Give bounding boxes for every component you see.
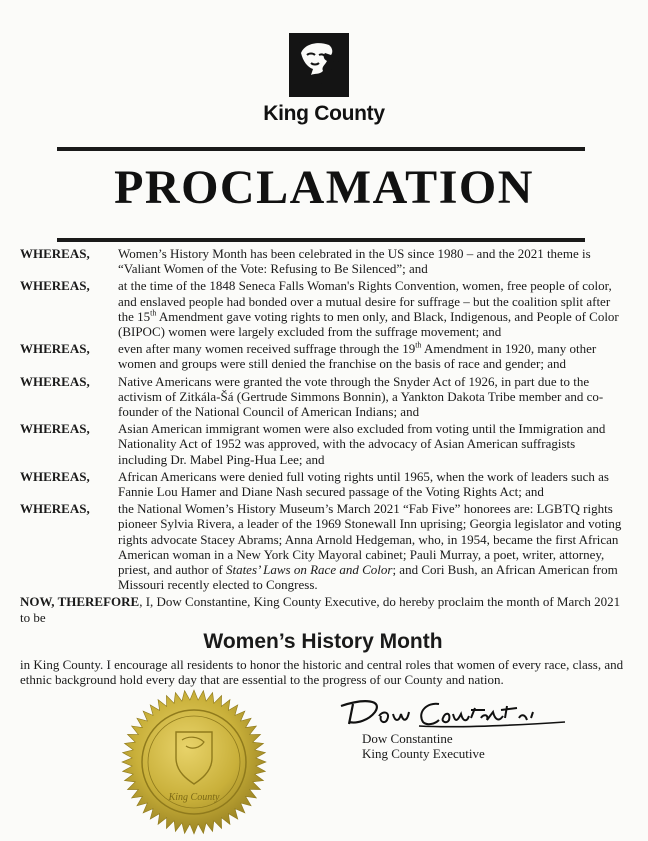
- closing-statement: in King County. I encourage all residents to honor the historic and central roles that women of every race, class, and ethnic background hold every day that are essential to the progress of our County and nation.: [20, 656, 624, 688]
- signatory-title: King County Executive: [362, 746, 485, 761]
- now-therefore-clause: [20, 594, 626, 624]
- whereas-text: Native Americans were granted the vote through the Snyder Act of 1926, in part due to the activism of Zitkála-Šá (Gertrude Simmons Bonnin), a Yankton Dakota Tribe member and co-founder of the National Council of American Indians; and: [118, 373, 604, 420]
- book-title: States’ Laws on Race and Color: [225, 562, 393, 578]
- whereas-text: African Americans were denied full voting rights until 1965, when the work of leaders such as Fannie Lou Hamer and Diane Nash secured passage of the Voting Rights Act; and: [118, 468, 609, 500]
- whereas-clause-2: [20, 278, 626, 339]
- now-therefore-text: , I, Dow Constantine, King County Executive, do hereby proclaim the month of March 2021 to be: [20, 594, 621, 625]
- gold-seal: [120, 688, 268, 836]
- king-county-logo: [289, 33, 349, 97]
- whereas-label: WHEREAS,: [20, 421, 90, 437]
- proclamation-body: [20, 246, 626, 687]
- whereas-clause-4: [20, 374, 626, 420]
- ordinal-suffix: th: [150, 308, 157, 318]
- ordinal-suffix: th: [415, 340, 422, 350]
- whereas-text: even after many women received suffrage through the 19: [118, 341, 416, 357]
- title-rule-bottom: [57, 238, 585, 242]
- whereas-text: Women’s History Month has been celebrated in the US since 1980 – and the 2021 theme is “Valiant Women of the Vote: Refusing to Be Silenced”; and: [118, 246, 591, 277]
- whereas-text: the National Women’s History Museum’s March 2021 “Fab Five” honorees are: LGBTQ rights pioneer Sylvia Rivera, a leader of the 1969 Stonewall Inn uprising; Georgia legislator and voting rights advocate Stacey Abrams; Anna Arnold Hedgeman, who, in 1954, became the first African American woman in a New York City Mayoral cabinet; Pauli Murray, a poet, writer, attorney, priest, and author of: [118, 501, 622, 578]
- proclaimed-month-title: Women’s History Month: [203, 629, 443, 653]
- whereas-clause-6: [20, 469, 626, 499]
- whereas-text: at the time of the 1848 Seneca Falls Woman's Rights Convention, women, free people of color, and enslaved people had bonded over a mutual desire for suffrage – but the coalition split after the 15: [118, 278, 612, 324]
- seal-icon: [120, 688, 268, 836]
- whereas-text: Asian American immigrant women were also excluded from voting until the Immigration and Nationality Act of 1952 was approved, with the advocacy of Asian American suffragists including Dr. Mabel Ping-Hua Lee; and: [118, 421, 606, 467]
- title-rule-top: [57, 147, 585, 151]
- whereas-label: WHEREAS,: [20, 278, 90, 294]
- now-therefore-label: NOW, THEREFORE: [20, 594, 140, 610]
- whereas-clause-1: [20, 246, 626, 276]
- whereas-clause-5: [20, 421, 626, 467]
- seal-starburst-edge: [122, 690, 266, 834]
- signatory-name: Dow Constantine: [362, 731, 453, 746]
- whereas-text-cont: Amendment gave voting rights to men only, and Black, Indigenous, and People of Color (BIPOC) women were largely excluded from the suffrage movement; and: [118, 308, 619, 340]
- whereas-label: WHEREAS,: [20, 468, 90, 484]
- seal-text: King County: [168, 792, 220, 803]
- whereas-label: WHEREAS,: [20, 341, 90, 357]
- handwritten-signature: [335, 692, 575, 732]
- signatory: [362, 731, 485, 761]
- whereas-clause-3: [20, 341, 626, 371]
- whereas-label: WHEREAS,: [20, 501, 90, 517]
- mlk-portrait-icon: [289, 33, 349, 97]
- whereas-label: WHEREAS,: [20, 373, 90, 389]
- whereas-text-cont: ; and Cori Bush, an African American from Missouri recently elected to Congress.: [118, 562, 618, 593]
- whereas-label: WHEREAS,: [20, 246, 90, 261]
- page-title: PROCLAMATION: [114, 161, 534, 214]
- whereas-text-cont: Amendment in 1920, many other women and groups were still denied the franchise on the basis of race and gender; and: [118, 341, 597, 372]
- organization-name: King County: [263, 102, 385, 125]
- whereas-clause-7: [20, 501, 626, 592]
